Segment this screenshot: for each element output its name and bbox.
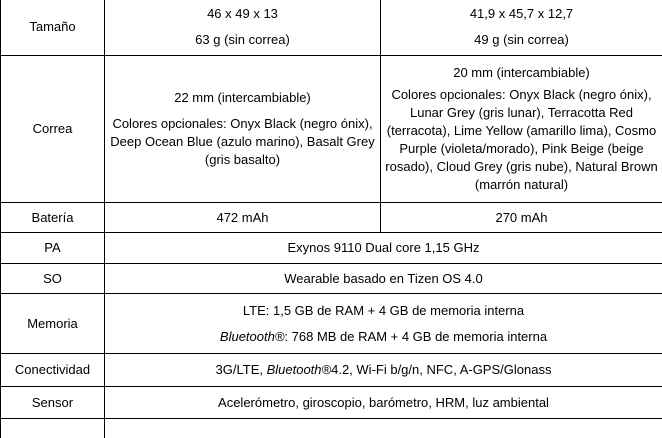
os-cell: Wearable basado en Tizen OS 4.0 bbox=[105, 264, 662, 294]
memory-bluetooth-detail: : 768 MB de RAM + 4 GB de memoria interna bbox=[284, 329, 547, 344]
row-label-connectivity: Conectividad bbox=[1, 354, 105, 387]
strap-cell-46mm bbox=[105, 56, 381, 203]
size-dims: 41,9 x 45,7 x 12,7 bbox=[385, 5, 658, 23]
memory-bluetooth bbox=[109, 328, 658, 346]
sensor-cell: Acelerómetro, giroscopio, barómetro, HRM, luz ambiental bbox=[105, 387, 662, 419]
row-label-strap: Correa bbox=[1, 56, 105, 203]
size-weight: 49 g (sin correa) bbox=[385, 31, 658, 49]
table-row bbox=[1, 354, 662, 387]
row-label-memory: Memoria bbox=[1, 294, 105, 354]
row-label-os: SO bbox=[1, 264, 105, 294]
cutoff-cell bbox=[105, 419, 662, 438]
row-label-cutoff bbox=[1, 419, 105, 438]
strap-width: 22 mm (intercambiable) bbox=[109, 89, 376, 107]
battery-cell-42mm: 270 mAh bbox=[381, 203, 662, 233]
memory-lte: LTE: 1,5 GB de RAM + 4 GB de memoria interna bbox=[109, 302, 658, 320]
size-cell-42mm bbox=[381, 0, 662, 56]
strap-colors: Colores opcionales: Onyx Black (negro ónix), Lunar Grey (gris lunar), Terracotta Red (terracota), Lime Yellow (amarillo lima), Cosmo Purple (violeta/morado), Pink Beige (beige rosado), Cloud Grey (gris nube), Natural Brown (marrón natural) bbox=[385, 86, 658, 194]
connectivity-detail: 4.2, Wi-Fi b/g/n, NFC, A-GPS/Glonass bbox=[331, 362, 551, 377]
row-label-processor: PA bbox=[1, 233, 105, 264]
table-row bbox=[1, 203, 662, 233]
table-row bbox=[1, 233, 662, 264]
battery-cell-46mm: 472 mAh bbox=[105, 203, 381, 233]
strap-cell-42mm bbox=[381, 56, 662, 203]
row-label-sensor: Sensor bbox=[1, 387, 105, 419]
table-row bbox=[1, 294, 662, 354]
bluetooth-brand: Bluetooth® bbox=[220, 329, 285, 344]
memory-cell bbox=[105, 294, 662, 354]
size-dims: 46 x 49 x 13 bbox=[109, 5, 376, 23]
connectivity-cellular: 3G/LTE, bbox=[216, 362, 267, 377]
row-label-size: Tamaño bbox=[1, 0, 105, 56]
table-row bbox=[1, 264, 662, 294]
size-weight: 63 g (sin correa) bbox=[109, 31, 376, 49]
row-label-battery: Batería bbox=[1, 203, 105, 233]
strap-colors: Colores opcionales: Onyx Black (negro ónix), Deep Ocean Blue (azulo marino), Basalt Grey (gris basalto) bbox=[109, 115, 376, 169]
table-row bbox=[1, 0, 662, 56]
bluetooth-brand: Bluetooth® bbox=[267, 362, 332, 377]
strap-width: 20 mm (intercambiable) bbox=[385, 64, 658, 82]
processor-cell: Exynos 9110 Dual core 1,15 GHz bbox=[105, 233, 662, 264]
table-row bbox=[1, 387, 662, 419]
table-row bbox=[1, 56, 662, 203]
size-cell-46mm bbox=[105, 0, 381, 56]
connectivity-cell bbox=[105, 354, 662, 387]
table-row bbox=[1, 419, 662, 438]
